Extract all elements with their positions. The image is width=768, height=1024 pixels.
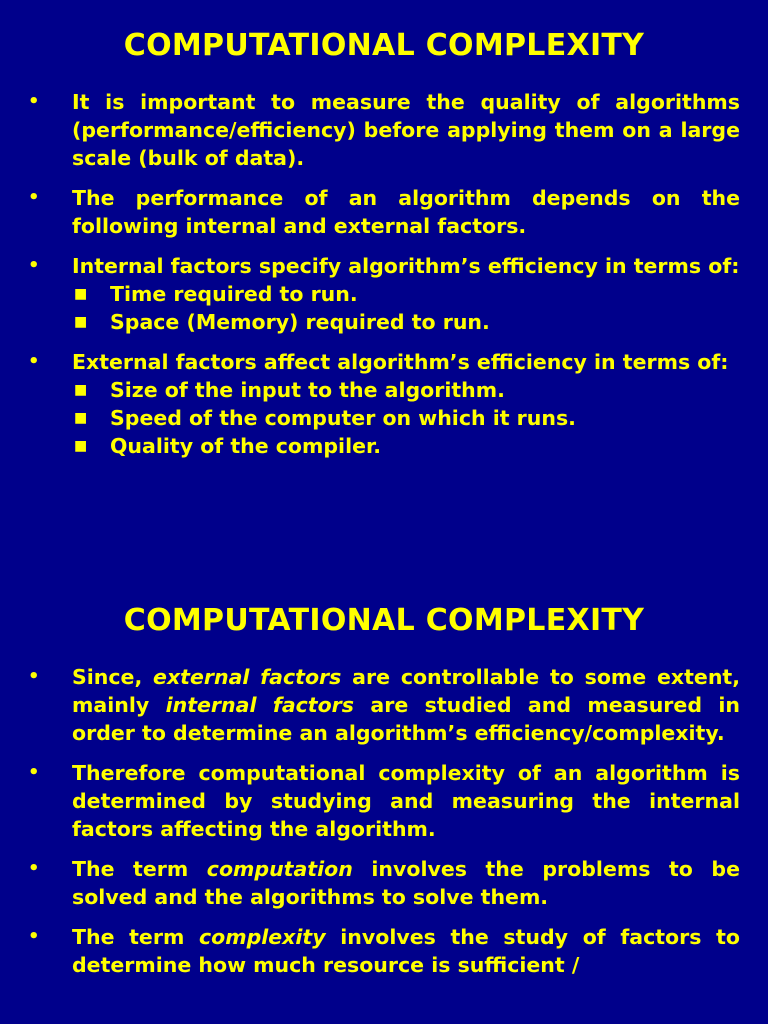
slide-title: COMPUTATIONAL COMPLEXITY (123, 28, 645, 63)
bullet-marker-icon: • (28, 858, 40, 879)
sub-bullet-text: Space (Memory) required to run. (110, 310, 490, 334)
text-run: are controllable to some extent, mainly (72, 665, 740, 717)
emphasis-text: complexity (198, 925, 326, 949)
text-run: The term (72, 857, 207, 881)
bullet-item (28, 184, 740, 240)
bullet-item (28, 348, 740, 460)
bullet-text: External factors affect algorithm’s efficiency in terms of: (72, 350, 729, 374)
sub-bullet-list (72, 280, 740, 336)
bullet-text (72, 923, 740, 979)
text-run: The term (72, 925, 199, 949)
emphasis-text: computation (206, 857, 353, 881)
sub-bullet-item (72, 308, 740, 336)
bullet-text: It is important to measure the quality of algorithms (performance/efficiency) before applying them on a large scale (bulk of data). (72, 90, 740, 170)
sub-bullet-item (72, 404, 740, 432)
slide-title: COMPUTATIONAL COMPLEXITY (123, 603, 645, 638)
sub-bullet-text: Speed of the computer on which it runs. (110, 406, 576, 430)
bullet-text (72, 663, 740, 747)
bullet-list (28, 663, 740, 991)
sub-bullet-item (72, 376, 740, 404)
bullet-item (28, 88, 740, 172)
square-bullet-icon: ■ (74, 438, 88, 454)
bullet-text: The performance of an algorithm depends on the following internal and external factors. (72, 186, 740, 238)
bullet-marker-icon: • (28, 91, 40, 112)
text-run: involves the problems to be solved and the algorithms to solve them. (72, 857, 740, 909)
bullet-item (28, 663, 740, 747)
bullet-marker-icon: • (28, 926, 40, 947)
square-bullet-icon: ■ (74, 286, 88, 302)
bullet-list (28, 88, 740, 472)
square-bullet-icon: ■ (74, 410, 88, 426)
sub-bullet-text: Quality of the compiler. (110, 434, 381, 458)
emphasis-text: external factors (153, 665, 342, 689)
text-run: are studied and measured in order to determine an algorithm’s efficiency/complexity. (72, 693, 741, 745)
sub-bullet-item (72, 432, 740, 460)
bullet-marker-icon: • (28, 351, 40, 372)
square-bullet-icon: ■ (74, 382, 88, 398)
sub-bullet-text: Size of the input to the algorithm. (110, 378, 505, 402)
bullet-text (72, 759, 740, 843)
bullet-item (28, 855, 740, 911)
sub-bullet-text: Time required to run. (110, 282, 358, 306)
text-run: involves the study of factors to determine how much resource is sufficient / (72, 925, 740, 977)
sub-bullet-item (72, 280, 740, 308)
bullet-item (28, 252, 740, 336)
text-run: Therefore computational complexity of an algorithm is determined by studying and measuring the internal factors affecting the algorithm. (72, 761, 740, 841)
bullet-item (28, 759, 740, 843)
emphasis-text: internal factors (165, 693, 354, 717)
bullet-text: Internal factors specify algorithm’s efficiency in terms of: (72, 254, 740, 278)
sub-bullet-list (72, 376, 740, 460)
square-bullet-icon: ■ (74, 314, 88, 330)
bullet-item (28, 923, 740, 979)
bullet-marker-icon: • (28, 762, 40, 783)
bullet-marker-icon: • (28, 187, 40, 208)
text-run: Since, (72, 665, 154, 689)
bullet-text (72, 855, 740, 911)
bullet-marker-icon: • (28, 666, 40, 687)
bullet-marker-icon: • (28, 255, 40, 276)
